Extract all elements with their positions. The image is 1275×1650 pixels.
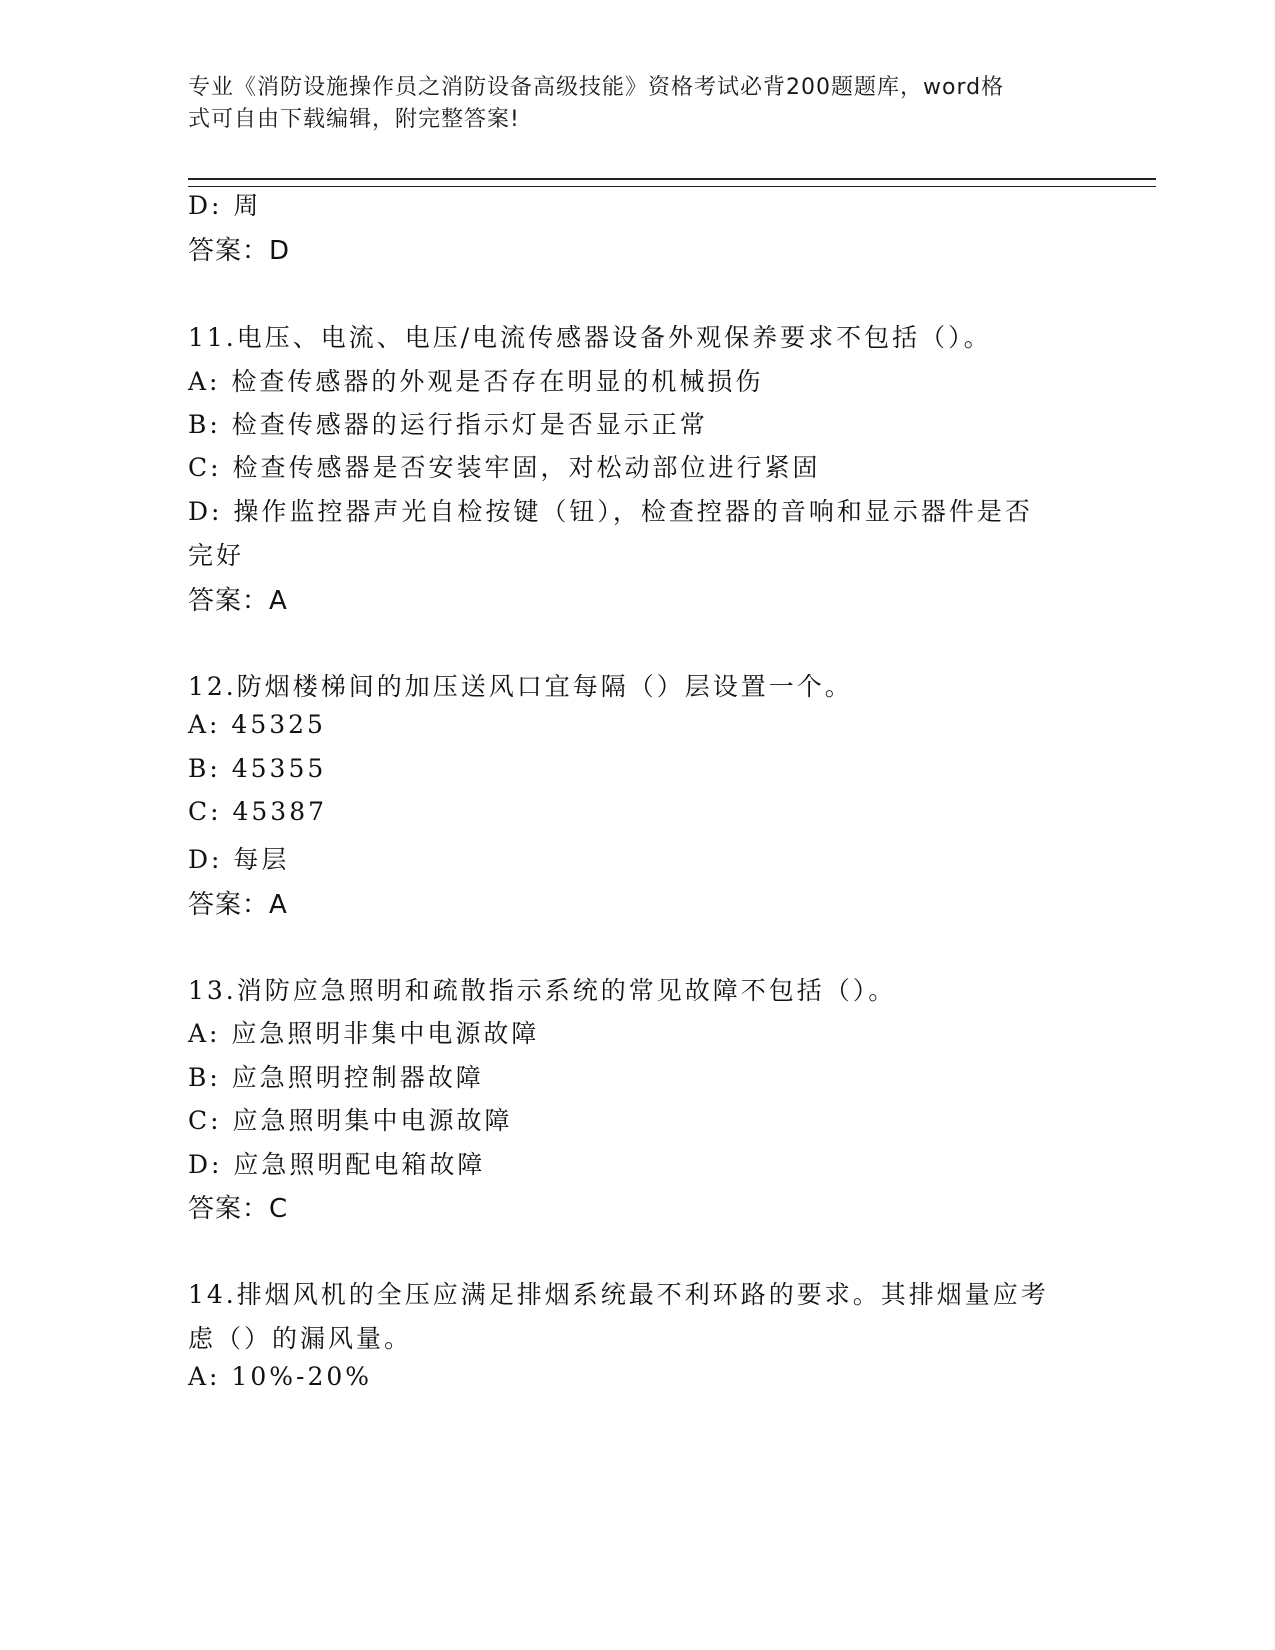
question-13-option-b: B: 应急照明控制器故障 — [188, 1063, 484, 1092]
prev-answer: 答案：D — [188, 236, 291, 266]
prev-option-d: D: 周 — [188, 191, 262, 220]
question-12-answer: 答案：A — [188, 890, 288, 920]
question-12-option-d: D: 每层 — [188, 845, 290, 874]
question-11-answer: 答案：A — [188, 586, 288, 616]
header-line-1: 专业《消防设施操作员之消防设备高级技能》资格考试必背200题题库，word格 — [188, 75, 1005, 100]
header-divider — [188, 178, 1156, 187]
question-14-stem-line-2: 虑（）的漏风量。 — [188, 1324, 413, 1353]
question-13-option-a: A: 应急照明非集中电源故障 — [188, 1019, 540, 1048]
question-11-option-d-cont: 完好 — [188, 541, 245, 570]
question-13-answer: 答案：C — [188, 1194, 289, 1224]
question-13-option-c: C: 应急照明集中电源故障 — [188, 1106, 513, 1135]
header-line-2: 式可自由下载编辑，附完整答案! — [188, 107, 520, 132]
document-header — [188, 72, 1088, 136]
question-14-option-a: A: 10%-20% — [188, 1362, 373, 1391]
question-11-stem: 11.电压、电流、电压/电流传感器设备外观保养要求不包括（）。 — [188, 323, 992, 352]
question-12-stem: 12.防烟楼梯间的加压送风口宜每隔（）层设置一个。 — [188, 672, 853, 701]
question-11-option-b: B: 检查传感器的运行指示灯是否显示正常 — [188, 410, 708, 439]
question-11-option-a: A: 检查传感器的外观是否存在明显的机械损伤 — [188, 367, 764, 396]
question-12-option-c: C: 45387 — [188, 797, 328, 826]
question-13-stem: 13.消防应急照明和疏散指示系统的常见故障不包括（）。 — [188, 976, 897, 1005]
question-14-stem-line-1: 14.排烟风机的全压应满足排烟系统最不利环路的要求。其排烟量应考 — [188, 1280, 1049, 1309]
question-12-option-a: A: 45325 — [188, 710, 326, 739]
question-11-option-c: C: 检查传感器是否安装牢固，对松动部位进行紧固 — [188, 453, 821, 482]
question-12-option-b: B: 45355 — [188, 754, 327, 783]
question-11-option-d: D: 操作监控器声光自检按键（钮），检查控器的音响和显示器件是否 — [188, 497, 1033, 526]
question-13-option-d: D: 应急照明配电箱故障 — [188, 1150, 486, 1179]
